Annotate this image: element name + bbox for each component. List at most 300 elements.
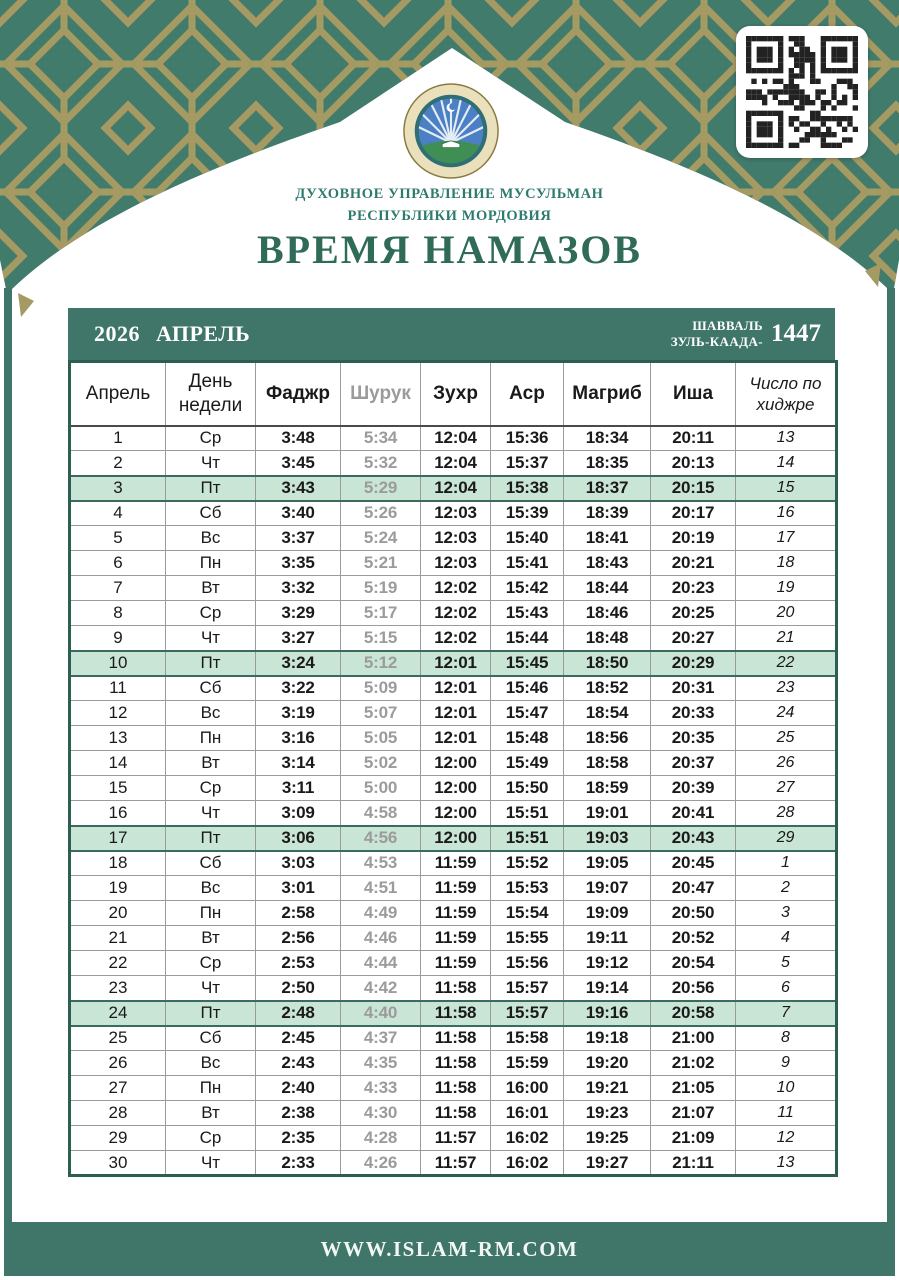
cell-hijri: 20: [736, 601, 837, 626]
logo-emblem-icon: [402, 82, 500, 180]
cell-shuruk: 5:34: [341, 426, 421, 451]
cell-zuhr: 11:59: [421, 901, 491, 926]
cell-maghrib: 18:35: [564, 451, 651, 476]
cell-fajr: 2:38: [256, 1101, 341, 1126]
cell-maghrib: 19:18: [564, 1026, 651, 1051]
cell-weekday: Ср: [166, 951, 256, 976]
cell-weekday: Пт: [166, 1001, 256, 1026]
cell-isha: 20:54: [651, 951, 736, 976]
col-hijri: Число по хиджре: [736, 362, 837, 426]
cell-weekday: Сб: [166, 1026, 256, 1051]
cell-weekday: Чт: [166, 976, 256, 1001]
table-row: [70, 476, 837, 501]
cell-weekday: Чт: [166, 451, 256, 476]
cell-isha: 20:50: [651, 901, 736, 926]
cell-hijri: 1: [736, 851, 837, 876]
cell-hijri: 15: [736, 476, 837, 501]
table-row: [70, 926, 837, 951]
cell-day: 12: [70, 701, 166, 726]
cell-weekday: Вт: [166, 751, 256, 776]
cell-day: 10: [70, 651, 166, 676]
cell-day: 3: [70, 476, 166, 501]
cell-hijri: 24: [736, 701, 837, 726]
table-row: [70, 826, 837, 851]
cell-hijri: 17: [736, 526, 837, 551]
cell-hijri: 26: [736, 751, 837, 776]
cell-asr: 15:53: [491, 876, 564, 901]
table-row: [70, 1101, 837, 1126]
cell-zuhr: 12:02: [421, 576, 491, 601]
cell-isha: 20:27: [651, 626, 736, 651]
cell-asr: 15:52: [491, 851, 564, 876]
table-row: [70, 801, 837, 826]
cell-zuhr: 12:02: [421, 601, 491, 626]
cell-maghrib: 19:07: [564, 876, 651, 901]
cell-asr: 16:00: [491, 1076, 564, 1101]
year-label: 2026: [94, 321, 140, 346]
cell-asr: 15:55: [491, 926, 564, 951]
cell-hijri: 4: [736, 926, 837, 951]
cell-asr: 15:58: [491, 1026, 564, 1051]
cell-shuruk: 5:12: [341, 651, 421, 676]
cell-maghrib: 18:59: [564, 776, 651, 801]
cell-hijri: 27: [736, 776, 837, 801]
cell-fajr: 3:29: [256, 601, 341, 626]
cell-maghrib: 19:27: [564, 1151, 651, 1176]
cell-day: 2: [70, 451, 166, 476]
col-asr: Аср: [491, 362, 564, 426]
cell-zuhr: 12:00: [421, 826, 491, 851]
cell-shuruk: 4:28: [341, 1126, 421, 1151]
cell-isha: 20:41: [651, 801, 736, 826]
cell-isha: 20:58: [651, 1001, 736, 1026]
cell-asr: 15:45: [491, 651, 564, 676]
col-weekday: День недели: [166, 362, 256, 426]
cell-isha: 20:43: [651, 826, 736, 851]
cell-shuruk: 4:46: [341, 926, 421, 951]
cell-maghrib: 18:46: [564, 601, 651, 626]
cell-isha: 20:56: [651, 976, 736, 1001]
cell-asr: 15:47: [491, 701, 564, 726]
cell-day: 20: [70, 901, 166, 926]
cell-weekday: Пн: [166, 1076, 256, 1101]
col-isha: Иша: [651, 362, 736, 426]
cell-hijri: 21: [736, 626, 837, 651]
cell-zuhr: 11:59: [421, 926, 491, 951]
cell-fajr: 3:48: [256, 426, 341, 451]
table-row: [70, 576, 837, 601]
qr-code-icon: [736, 26, 868, 158]
hijri-date: [671, 318, 835, 351]
cell-weekday: Пн: [166, 901, 256, 926]
cell-isha: 20:39: [651, 776, 736, 801]
table-row: [70, 551, 837, 576]
cell-zuhr: 11:58: [421, 1076, 491, 1101]
cell-weekday: Сб: [166, 851, 256, 876]
cell-shuruk: 4:53: [341, 851, 421, 876]
cell-fajr: 3:03: [256, 851, 341, 876]
cell-fajr: 2:50: [256, 976, 341, 1001]
cell-fajr: 3:35: [256, 551, 341, 576]
cell-day: 29: [70, 1126, 166, 1151]
cell-hijri: 7: [736, 1001, 837, 1026]
cell-shuruk: 4:51: [341, 876, 421, 901]
table-row: [70, 876, 837, 901]
cell-hijri: 9: [736, 1051, 837, 1076]
cell-hijri: 22: [736, 651, 837, 676]
cell-asr: 15:54: [491, 901, 564, 926]
table-row: [70, 701, 837, 726]
table-row: [70, 751, 837, 776]
cell-asr: 15:57: [491, 1001, 564, 1026]
prayer-times-table: [68, 308, 835, 1177]
cell-isha: 21:11: [651, 1151, 736, 1176]
table-row: [70, 1151, 837, 1176]
cell-day: 26: [70, 1051, 166, 1076]
cell-fajr: 3:16: [256, 726, 341, 751]
month-label: АПРЕЛЬ: [156, 321, 251, 346]
cell-fajr: 2:53: [256, 951, 341, 976]
cell-day: 30: [70, 1151, 166, 1176]
cell-shuruk: 5:24: [341, 526, 421, 551]
cell-day: 24: [70, 1001, 166, 1026]
website-url: WWW.ISLAM-RM.COM: [320, 1236, 579, 1261]
cell-weekday: Пн: [166, 551, 256, 576]
cell-asr: 15:37: [491, 451, 564, 476]
cell-maghrib: 19:12: [564, 951, 651, 976]
cell-zuhr: 11:58: [421, 1001, 491, 1026]
cell-zuhr: 11:59: [421, 876, 491, 901]
table-row: [70, 676, 837, 701]
cell-maghrib: 18:50: [564, 651, 651, 676]
cell-maghrib: 18:44: [564, 576, 651, 601]
cell-weekday: Вс: [166, 876, 256, 901]
cell-hijri: 29: [736, 826, 837, 851]
cell-asr: 15:51: [491, 801, 564, 826]
cell-shuruk: 5:19: [341, 576, 421, 601]
cell-shuruk: 5:05: [341, 726, 421, 751]
cell-hijri: 25: [736, 726, 837, 751]
table-row: [70, 1051, 837, 1076]
table-row: [70, 451, 837, 476]
cell-day: 7: [70, 576, 166, 601]
cell-asr: 15:57: [491, 976, 564, 1001]
cell-hijri: 18: [736, 551, 837, 576]
cell-isha: 21:05: [651, 1076, 736, 1101]
cell-maghrib: 19:21: [564, 1076, 651, 1101]
cell-fajr: 2:56: [256, 926, 341, 951]
cell-zuhr: 12:00: [421, 776, 491, 801]
cell-isha: 20:35: [651, 726, 736, 751]
table-row: [70, 526, 837, 551]
cell-day: 14: [70, 751, 166, 776]
col-maghrib: Магриб: [564, 362, 651, 426]
cell-isha: 20:52: [651, 926, 736, 951]
cell-shuruk: 5:07: [341, 701, 421, 726]
org-line1: ДУХОВНОЕ УПРАВЛЕНИЕ МУСУЛЬМАН: [295, 186, 604, 202]
cell-hijri: 6: [736, 976, 837, 1001]
table-row: [70, 951, 837, 976]
cell-asr: 15:48: [491, 726, 564, 751]
cell-weekday: Вс: [166, 526, 256, 551]
cell-zuhr: 11:57: [421, 1126, 491, 1151]
cell-maghrib: 18:54: [564, 701, 651, 726]
cell-asr: 15:38: [491, 476, 564, 501]
table-row: [70, 776, 837, 801]
cell-asr: 15:50: [491, 776, 564, 801]
cell-zuhr: 12:04: [421, 426, 491, 451]
cell-fajr: 3:11: [256, 776, 341, 801]
cell-fajr: 3:40: [256, 501, 341, 526]
cell-asr: 15:51: [491, 826, 564, 851]
cell-isha: 20:13: [651, 451, 736, 476]
cell-asr: 15:59: [491, 1051, 564, 1076]
table-row: [70, 651, 837, 676]
cell-asr: 15:39: [491, 501, 564, 526]
cell-shuruk: 5:09: [341, 676, 421, 701]
cell-zuhr: 11:58: [421, 976, 491, 1001]
cell-zuhr: 12:00: [421, 801, 491, 826]
cell-hijri: 28: [736, 801, 837, 826]
cell-zuhr: 12:01: [421, 701, 491, 726]
cell-shuruk: 4:33: [341, 1076, 421, 1101]
col-fajr: Фаджр: [256, 362, 341, 426]
cell-fajr: 3:01: [256, 876, 341, 901]
table-row: [70, 1001, 837, 1026]
cell-weekday: Чт: [166, 1151, 256, 1176]
right-border-strip: [887, 288, 895, 1224]
cell-weekday: Чт: [166, 626, 256, 651]
cell-weekday: Ср: [166, 776, 256, 801]
table-title-bar: [68, 308, 835, 360]
cell-zuhr: 11:58: [421, 1101, 491, 1126]
cell-asr: 15:46: [491, 676, 564, 701]
cell-day: 19: [70, 876, 166, 901]
cell-weekday: Пт: [166, 476, 256, 501]
cell-asr: 15:41: [491, 551, 564, 576]
cell-isha: 20:45: [651, 851, 736, 876]
cell-hijri: 19: [736, 576, 837, 601]
cell-isha: 20:37: [651, 751, 736, 776]
cell-weekday: Ср: [166, 426, 256, 451]
cell-asr: 15:43: [491, 601, 564, 626]
cell-isha: 20:33: [651, 701, 736, 726]
page-title: ВРЕМЯ НАМАЗОВ: [257, 227, 642, 272]
header-row: [70, 362, 837, 426]
cell-day: 13: [70, 726, 166, 751]
cell-weekday: Пт: [166, 651, 256, 676]
cell-fajr: 2:45: [256, 1026, 341, 1051]
cell-weekday: Вс: [166, 701, 256, 726]
cell-weekday: Вт: [166, 576, 256, 601]
cell-shuruk: 5:00: [341, 776, 421, 801]
cell-hijri: 16: [736, 501, 837, 526]
cell-weekday: Сб: [166, 501, 256, 526]
cell-fajr: 2:43: [256, 1051, 341, 1076]
cell-day: 9: [70, 626, 166, 651]
hijri-month-line2: ЗУЛЬ-КААДА-: [670, 334, 763, 349]
cell-hijri: 11: [736, 1101, 837, 1126]
table-row: [70, 501, 837, 526]
cell-day: 5: [70, 526, 166, 551]
cell-zuhr: 11:59: [421, 951, 491, 976]
cell-shuruk: 5:17: [341, 601, 421, 626]
cell-isha: 21:00: [651, 1026, 736, 1051]
cell-weekday: Вс: [166, 1051, 256, 1076]
cell-maghrib: 18:41: [564, 526, 651, 551]
cell-isha: 20:21: [651, 551, 736, 576]
table-row: [70, 726, 837, 751]
cell-isha: 20:29: [651, 651, 736, 676]
cell-shuruk: 5:15: [341, 626, 421, 651]
cell-zuhr: 12:01: [421, 726, 491, 751]
cell-day: 1: [70, 426, 166, 451]
cell-zuhr: 12:01: [421, 651, 491, 676]
cell-asr: 15:42: [491, 576, 564, 601]
cell-fajr: 2:58: [256, 901, 341, 926]
cell-isha: 20:47: [651, 876, 736, 901]
cell-hijri: 23: [736, 676, 837, 701]
cell-maghrib: 18:56: [564, 726, 651, 751]
cell-maghrib: 19:05: [564, 851, 651, 876]
cell-shuruk: 5:29: [341, 476, 421, 501]
cell-hijri: 3: [736, 901, 837, 926]
cell-fajr: 3:43: [256, 476, 341, 501]
cell-day: 23: [70, 976, 166, 1001]
cell-maghrib: 19:01: [564, 801, 651, 826]
cell-zuhr: 12:02: [421, 626, 491, 651]
cell-hijri: 12: [736, 1126, 837, 1151]
cell-day: 11: [70, 676, 166, 701]
gregorian-date: [68, 321, 250, 347]
cell-asr: 15:49: [491, 751, 564, 776]
cell-shuruk: 4:26: [341, 1151, 421, 1176]
table-row: [70, 626, 837, 651]
cell-shuruk: 5:32: [341, 451, 421, 476]
hijri-year-label: 1447: [771, 320, 821, 347]
cell-shuruk: 4:30: [341, 1101, 421, 1126]
cell-zuhr: 12:04: [421, 451, 491, 476]
cell-shuruk: 5:26: [341, 501, 421, 526]
cell-weekday: Пт: [166, 826, 256, 851]
cell-weekday: Пн: [166, 726, 256, 751]
cell-day: 27: [70, 1076, 166, 1101]
cell-shuruk: 5:21: [341, 551, 421, 576]
cell-asr: 15:56: [491, 951, 564, 976]
cell-isha: 20:25: [651, 601, 736, 626]
cell-fajr: 3:45: [256, 451, 341, 476]
cell-day: 22: [70, 951, 166, 976]
prayer-table-body: [70, 426, 837, 1176]
left-border-strip: [4, 288, 12, 1224]
cell-maghrib: 19:14: [564, 976, 651, 1001]
cell-shuruk: 4:49: [341, 901, 421, 926]
cell-day: 28: [70, 1101, 166, 1126]
cell-fajr: 3:14: [256, 751, 341, 776]
cell-day: 17: [70, 826, 166, 851]
cell-hijri: 5: [736, 951, 837, 976]
cell-asr: 16:02: [491, 1126, 564, 1151]
hijri-month-line1: ШАВВАЛЬ: [692, 317, 763, 333]
cell-fajr: 2:35: [256, 1126, 341, 1151]
cell-maghrib: 19:23: [564, 1101, 651, 1126]
cell-zuhr: 11:57: [421, 1151, 491, 1176]
cell-isha: 21:02: [651, 1051, 736, 1076]
cell-maghrib: 18:58: [564, 751, 651, 776]
footer-bar: [4, 1222, 895, 1276]
cell-asr: 15:40: [491, 526, 564, 551]
cell-isha: 21:09: [651, 1126, 736, 1151]
cell-shuruk: 4:40: [341, 1001, 421, 1026]
cell-fajr: 3:06: [256, 826, 341, 851]
cell-weekday: Чт: [166, 801, 256, 826]
cell-maghrib: 19:20: [564, 1051, 651, 1076]
table-row: [70, 1126, 837, 1151]
cell-maghrib: 19:25: [564, 1126, 651, 1151]
cell-shuruk: 4:44: [341, 951, 421, 976]
cell-maghrib: 18:39: [564, 501, 651, 526]
cell-day: 16: [70, 801, 166, 826]
cell-zuhr: 11:58: [421, 1026, 491, 1051]
cell-hijri: 10: [736, 1076, 837, 1101]
cell-isha: 20:19: [651, 526, 736, 551]
table-row: [70, 901, 837, 926]
cell-zuhr: 11:59: [421, 851, 491, 876]
cell-hijri: 8: [736, 1026, 837, 1051]
cell-maghrib: 18:43: [564, 551, 651, 576]
cell-zuhr: 12:03: [421, 501, 491, 526]
cell-asr: 16:01: [491, 1101, 564, 1126]
cell-fajr: 3:32: [256, 576, 341, 601]
cell-hijri: 13: [736, 426, 837, 451]
cell-isha: 20:23: [651, 576, 736, 601]
cell-fajr: 3:22: [256, 676, 341, 701]
cell-fajr: 2:33: [256, 1151, 341, 1176]
cell-maghrib: 18:48: [564, 626, 651, 651]
cell-day: 18: [70, 851, 166, 876]
cell-shuruk: 4:58: [341, 801, 421, 826]
cell-asr: 15:36: [491, 426, 564, 451]
cell-weekday: Вт: [166, 926, 256, 951]
cell-fajr: 3:19: [256, 701, 341, 726]
table-row: [70, 851, 837, 876]
cell-fajr: 3:24: [256, 651, 341, 676]
cell-asr: 15:44: [491, 626, 564, 651]
cell-fajr: 3:09: [256, 801, 341, 826]
cell-maghrib: 18:37: [564, 476, 651, 501]
cell-zuhr: 12:00: [421, 751, 491, 776]
cell-maghrib: 19:03: [564, 826, 651, 851]
cell-day: 8: [70, 601, 166, 626]
cell-day: 4: [70, 501, 166, 526]
cell-weekday: Вт: [166, 1101, 256, 1126]
cell-maghrib: 19:09: [564, 901, 651, 926]
cell-fajr: 3:27: [256, 626, 341, 651]
cell-weekday: Ср: [166, 1126, 256, 1151]
org-line2: РЕСПУБЛИКИ МОРДОВИЯ: [347, 208, 552, 225]
cell-isha: 20:31: [651, 676, 736, 701]
timetable: [68, 360, 838, 1177]
cell-shuruk: 4:42: [341, 976, 421, 1001]
cell-maghrib: 19:16: [564, 1001, 651, 1026]
col-day: Апрель: [70, 362, 166, 426]
cell-shuruk: 4:37: [341, 1026, 421, 1051]
cell-fajr: 3:37: [256, 526, 341, 551]
cell-zuhr: 11:58: [421, 1051, 491, 1076]
cell-isha: 21:07: [651, 1101, 736, 1126]
cell-shuruk: 4:35: [341, 1051, 421, 1076]
cell-day: 6: [70, 551, 166, 576]
